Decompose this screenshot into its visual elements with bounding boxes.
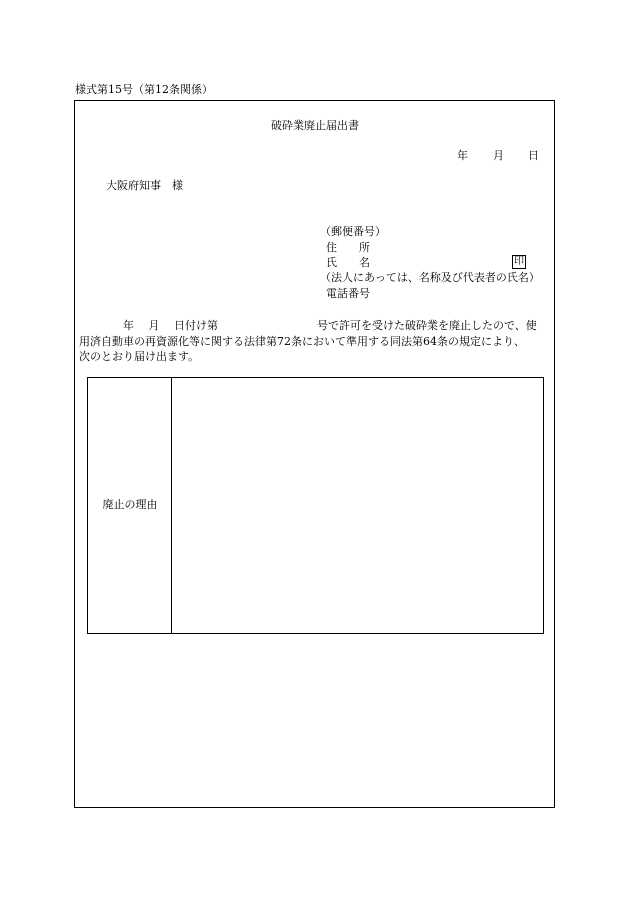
body-line-1: 年 月 日付け第 号で許可を受けた破砕業を廃止したので、使 [79, 319, 537, 332]
body-line-3: 次のとおり届け出ます。 [79, 350, 200, 363]
seal-mark: 印 [514, 256, 524, 267]
name-label: 氏 名 [326, 256, 370, 269]
reason-label-cell [88, 378, 172, 633]
date-day-label: 日 [528, 149, 539, 162]
form-number-label: 様式第15号（第12条関係） [75, 83, 213, 96]
reason-label: 廃止の理由 [102, 498, 158, 511]
body-line-2: 用済自動車の再資源化等に関する法律第72条において準用する同法第64条の規定により、 [79, 334, 525, 348]
reason-input-area[interactable] [173, 378, 543, 633]
document-title: 破砕業廃止届出書 [271, 119, 359, 132]
notification-body [79, 318, 554, 365]
postal-code-label: （郵便番号） [320, 225, 386, 238]
addressee: 大阪府知事 様 [106, 179, 183, 192]
reason-table [87, 377, 544, 634]
date-month-label: 月 [493, 149, 504, 162]
phone-label: 電話番号 [326, 287, 370, 300]
address-label: 住 所 [326, 241, 370, 254]
date-year-label: 年 [457, 149, 468, 162]
corporation-note: （法人にあっては、名称及び代表者の氏名） [320, 271, 540, 284]
